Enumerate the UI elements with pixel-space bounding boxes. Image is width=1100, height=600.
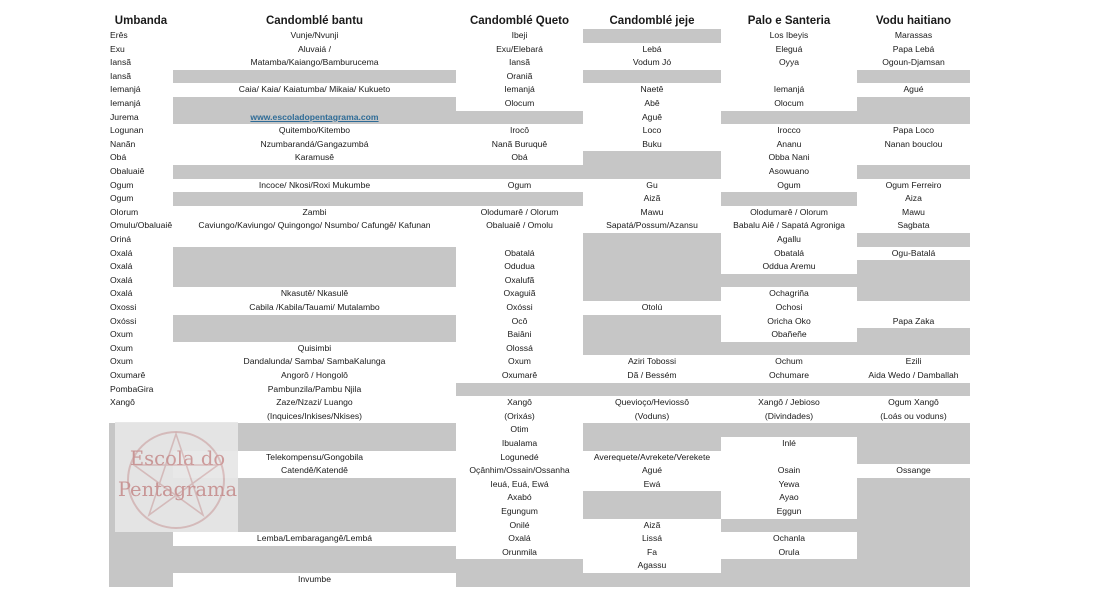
table-cell [857, 437, 970, 451]
table-cell [857, 491, 970, 505]
table-cell: Sagbata [897, 220, 930, 231]
header-vodu-haitiano: Vodu haitiano [875, 15, 952, 27]
table-cell: Lissá [641, 533, 663, 544]
table-cell: Axabó [507, 492, 532, 503]
table-row [109, 491, 970, 505]
table-cell [456, 233, 583, 247]
table-cell [173, 247, 456, 261]
table-cell [721, 192, 857, 206]
table-cell: Oxaguiã [503, 288, 536, 299]
table-cell: Oxumarê [110, 370, 146, 380]
header-candomble-jeje: Candomblé jeje [609, 15, 695, 27]
table-cell: Oçânhim/Ossain/Ossanha [469, 465, 570, 476]
table-cell: Ochanla [772, 533, 805, 544]
table-cell [173, 111, 456, 125]
table-cell: Egungum [501, 506, 538, 516]
table-row [109, 315, 970, 329]
table-cell: Mawu [902, 206, 925, 217]
table-cell: Erês [110, 30, 128, 40]
table-row [109, 287, 970, 301]
table-cell: Ibualama [501, 438, 538, 448]
table-cell [109, 559, 173, 573]
table-cell: Caia/ Kaia/ Kaiatumba/ Mikaia/ Kukueto [238, 84, 391, 95]
table-cell [857, 233, 970, 247]
table-cell: Lemba/Lembaragangê/Lembá [256, 533, 373, 544]
table-cell: Oriná [110, 234, 132, 244]
table-cell [456, 383, 583, 397]
table-row [109, 505, 970, 519]
table-cell: Oxóssi [110, 315, 137, 326]
table-cell: Oxalá [110, 247, 133, 258]
table-cell: Ochumare [768, 370, 810, 380]
table-row [109, 478, 970, 492]
table-cell [583, 573, 721, 587]
table-cell [583, 29, 721, 43]
table-cell [721, 383, 857, 397]
table-cell: Incoce/ Nkosi/Roxi Mukumbe [258, 179, 371, 190]
table-cell: Otim [510, 424, 529, 435]
table-cell [721, 274, 857, 288]
table-cell [721, 342, 857, 356]
table-cell: Ossange [896, 465, 931, 476]
table-cell: Ocô [511, 315, 528, 326]
table-cell [173, 233, 456, 247]
table-cell: Oxum [110, 329, 133, 340]
table-cell: Jurema [110, 111, 139, 122]
table-cell [456, 165, 583, 179]
table-cell: Olossá [506, 342, 533, 353]
logo-text-line2: Pentagrama [117, 478, 238, 501]
table-cell: Agassu [637, 560, 667, 571]
table-cell [721, 451, 857, 465]
table-cell: Telekompensu/Gongobila [266, 451, 363, 462]
table-cell: Oxóssi [506, 302, 533, 312]
table-cell [583, 165, 721, 179]
table-cell: Aiza [905, 193, 922, 204]
table-cell: Olodumarê / Olorum [750, 206, 828, 217]
table-cell [173, 165, 456, 179]
table-cell: Angorô / Hongolô [281, 370, 348, 380]
table-cell: Ananu [776, 138, 802, 149]
table-row [109, 138, 970, 152]
table-cell: Otolú [641, 302, 663, 312]
table-cell: Gu [646, 179, 658, 190]
table-cell: Oxossi [110, 302, 137, 312]
table-cell: Naetê [640, 84, 664, 95]
table-cell: Quisimbi [297, 342, 332, 353]
table-cell [583, 423, 721, 437]
table-row [109, 165, 970, 179]
table-cell [173, 328, 456, 342]
table-row [109, 451, 970, 465]
table-row [109, 83, 970, 97]
table-cell [109, 532, 173, 546]
table-cell: Baiâni [507, 329, 532, 340]
table-cell: Ochum [775, 356, 803, 367]
table-cell: Ewá [643, 478, 661, 489]
table-cell: Obaluaiê / Omolu [486, 220, 553, 231]
table-cell [857, 519, 970, 533]
table-cell: Dandalunda/ Samba/ SambaKalunga [243, 356, 386, 367]
table-cell: Iemanjá [110, 98, 141, 108]
table-cell: Olodumarê / Olorum [480, 206, 559, 217]
table-row [109, 532, 970, 546]
table-row [109, 559, 970, 573]
table-cell [721, 573, 857, 587]
table-cell: Agallu [777, 234, 801, 244]
table-cell [173, 274, 456, 288]
table-row [109, 192, 970, 206]
table-row [109, 328, 970, 342]
table-cell: Obá [511, 152, 528, 163]
table-row [109, 342, 970, 356]
table-cell [583, 328, 721, 342]
table-cell: Ochosi [775, 302, 803, 312]
table-cell: Irocco [777, 125, 801, 136]
table-row [109, 464, 970, 478]
table-cell [173, 70, 456, 84]
table-cell: Quitembo/Kitembo [278, 125, 351, 136]
table-cell: Obba Nani [768, 152, 810, 163]
table-cell: Nzumbarandá/Gangazumbá [260, 138, 369, 149]
table-cell: Exu/Elebará [496, 43, 543, 54]
table-cell: Yewa [778, 478, 800, 489]
table-cell [857, 532, 970, 546]
table-cell [583, 342, 721, 356]
table-cell: Obatalá [504, 247, 535, 258]
table-cell [456, 192, 583, 206]
table-cell [583, 505, 721, 519]
table-cell: Papa Lebá [892, 43, 935, 54]
table-row [109, 56, 970, 70]
table-cell [173, 546, 456, 560]
table-row [109, 396, 970, 410]
table-cell: (Divindades) [764, 410, 814, 421]
table-cell: Lebá [642, 43, 662, 54]
table-cell: Oxalá [110, 274, 133, 285]
table-cell [109, 546, 173, 560]
table-cell [173, 260, 456, 274]
table-cell: (Orixás) [504, 410, 535, 421]
table-cell [857, 97, 970, 111]
table-cell: Ogum [777, 179, 801, 190]
header-umbanda: Umbanda [114, 15, 168, 27]
table-cell: Oxalá [508, 533, 531, 544]
table-cell: Averequete/Avrekete/Verekete [593, 451, 711, 462]
website-link[interactable]: www.escoladopentagrama.com [250, 111, 379, 122]
table-cell: Karamusê [294, 152, 335, 163]
table-cell: Ogoun-Djamsan [882, 57, 945, 68]
table-cell: Eggun [776, 506, 802, 516]
table-cell: Xangô [507, 397, 532, 408]
table-row [109, 546, 970, 560]
table-cell: Nanan bouclou [884, 138, 943, 149]
table-row [109, 410, 970, 424]
table-cell: Aluvaiá / [298, 43, 331, 54]
table-row [109, 369, 970, 383]
table-cell: Zaze/Nzazi/ Luango [276, 397, 353, 408]
table-cell: Obañeñe [771, 329, 807, 340]
table-cell: Onilé [509, 519, 530, 530]
table-cell: Mawu [640, 206, 664, 217]
table-cell: Nkasutê/ Nkasulê [280, 288, 349, 299]
table-cell [721, 423, 857, 437]
table-cell [583, 260, 721, 274]
table-row [109, 206, 970, 220]
table-cell: Oxum [508, 356, 531, 367]
table-cell: Ochagriña [769, 288, 809, 299]
table-cell [583, 70, 721, 84]
table-cell: Fa [646, 546, 658, 557]
table-cell: Ogum Ferreiro [885, 179, 942, 190]
table-row [109, 70, 970, 84]
table-cell: Nanãn [110, 138, 136, 149]
table-cell: Nanã Buruquê [491, 138, 548, 149]
table-cell [857, 383, 970, 397]
table-cell [583, 247, 721, 261]
table-row [109, 247, 970, 261]
table-cell: Aizã [643, 193, 661, 204]
table-cell: (Inquices/Inkises/Nkises) [266, 410, 363, 421]
table-cell: PombaGira [110, 383, 154, 394]
table-cell [857, 328, 970, 342]
table-cell [857, 423, 970, 437]
table-cell: (Voduns) [634, 410, 670, 421]
table-cell: Inlé [782, 438, 796, 448]
table-cell: Obaluaiê [110, 166, 145, 176]
table-cell: Ayao [779, 492, 799, 503]
table-row [109, 274, 970, 288]
table-row [109, 423, 970, 437]
table-cell [583, 383, 721, 397]
table-row [109, 179, 970, 193]
table-cell [857, 451, 970, 465]
table-cell: Logunedé [500, 451, 539, 462]
table-cell [857, 287, 970, 301]
table-cell: Ibeji [511, 30, 528, 40]
table-cell [583, 233, 721, 247]
table-cell: Vunje/Nvunji [290, 30, 339, 40]
table-cell: Buku [642, 138, 662, 149]
table-cell [583, 491, 721, 505]
table-cell: Aida Wedo / Damballah [868, 370, 959, 380]
table-row [109, 519, 970, 533]
table-cell [857, 70, 970, 84]
table-cell: Ezili [905, 356, 922, 367]
table-cell: Vodum Jó [632, 57, 672, 68]
table-cell: (Loás ou voduns) [880, 410, 947, 421]
table-cell: Logunan [110, 125, 144, 136]
table-cell [857, 342, 970, 356]
table-row [109, 43, 970, 57]
table-cell: Oxum [110, 356, 133, 367]
table-cell: Cabila /Kabila/Tauami/ Mutalambo [249, 302, 380, 312]
table-row [109, 151, 970, 165]
table-cell [721, 70, 857, 84]
table-cell: Aizã [643, 519, 661, 530]
table-cell: Oraniã [506, 70, 533, 81]
table-cell: Iemanjá [504, 84, 535, 95]
table-cell [857, 151, 970, 165]
table-cell: Abê [644, 98, 660, 108]
table-row [109, 97, 970, 111]
table-cell: Matamba/Kaiango/Bamburucema [250, 57, 379, 68]
table-cell [857, 478, 970, 492]
table-cell: Pambunzila/Pambu Njila [267, 383, 362, 394]
table-cell [721, 559, 857, 573]
table-cell: Oddua Aremu [762, 261, 816, 272]
table-cell: Ogum Xangô [888, 397, 939, 408]
table-cell: Obatalá [773, 247, 805, 258]
table-cell [173, 192, 456, 206]
table-row [109, 124, 970, 138]
table-row [109, 573, 970, 587]
table-cell: Sapatá/Possum/Azansu [606, 220, 698, 231]
table-cell: Iemanjá [773, 84, 805, 95]
table-cell [583, 151, 721, 165]
table-cell [583, 287, 721, 301]
table-cell [109, 573, 173, 587]
table-cell [857, 573, 970, 587]
header-palo-santeria: Palo e Santeria [747, 15, 831, 27]
table-cell: Oyya [778, 57, 800, 68]
table-cell [857, 546, 970, 560]
header-candomble-queto: Candomblé Queto [469, 15, 570, 27]
table-cell [857, 274, 970, 288]
table-cell [857, 260, 970, 274]
table-cell: Olocum [774, 98, 804, 108]
table-cell [721, 519, 857, 533]
table-cell: Xangô [110, 397, 135, 408]
table-cell: Omulu/Obaluaiê [110, 220, 173, 231]
table-row [109, 437, 970, 451]
table-cell [857, 559, 970, 573]
table-row [109, 233, 970, 247]
table-cell: Iansã [110, 70, 132, 81]
table-row [109, 260, 970, 274]
table-cell [173, 315, 456, 329]
table-cell: Zambi [302, 206, 327, 217]
table-cell [857, 505, 970, 519]
table-cell: Olorum [110, 206, 139, 217]
table-cell: Oxum [110, 342, 133, 353]
table-cell [456, 573, 583, 587]
table-cell: Oxalufã [504, 274, 535, 285]
table-row [109, 111, 970, 125]
table-cell: Orula [778, 546, 800, 557]
table-cell [583, 315, 721, 329]
table-cell: Los Ibeyis [769, 30, 809, 40]
table-cell: Papa Loco [892, 125, 935, 136]
table-cell: Oxalá [110, 261, 133, 272]
table-cell: Irocô [509, 125, 530, 136]
table-cell: Agué [903, 84, 924, 95]
table-cell: Agué [641, 465, 663, 476]
table-cell: Orunmila [502, 546, 537, 557]
table-cell: Osain [777, 465, 801, 476]
table-cell: Iansã [508, 57, 531, 68]
table-cell: Oricha Oko [767, 315, 811, 326]
logo-text-line1: Escola do [129, 447, 226, 470]
table-cell: Aguê [641, 111, 663, 122]
table-cell [857, 301, 970, 315]
table-cell: Iemanjá [110, 84, 141, 95]
table-cell: Olocum [504, 98, 535, 108]
table-cell: Asowuano [768, 166, 810, 176]
table-cell: Ogum [507, 179, 532, 190]
table-cell [583, 437, 721, 451]
pentagram-icon [115, 422, 238, 532]
table-row [109, 383, 970, 397]
table-cell [456, 111, 583, 125]
table-cell: Xangô / Jebioso [758, 397, 820, 408]
table-cell: Odudua [504, 261, 535, 272]
table-cell: Caviungo/Kaviungo/ Quingongo/ Nsumbo/ Cafungê/ Kafunan [198, 220, 431, 231]
table-cell: Obá [110, 152, 127, 163]
escola-do-pentagrama-logo [115, 422, 238, 532]
table-cell: Eleguá [775, 43, 803, 54]
table-row [109, 29, 970, 43]
table-cell: Exu [110, 43, 125, 54]
table-cell: Ogum [110, 179, 134, 190]
table-cell: Invumbe [298, 574, 331, 584]
table-cell [173, 559, 456, 573]
header-candomble-bantu: Candomblé bantu [265, 15, 364, 27]
table-cell: Dã / Bessém [627, 370, 677, 380]
table-row [109, 301, 970, 315]
table-cell [456, 559, 583, 573]
table-cell: Ogu-Batalá [891, 247, 936, 258]
table-cell: Ogum [110, 193, 134, 204]
table-cell: Ieuá, Euá, Ewá [490, 478, 549, 489]
table-cell: Papa Zaka [892, 315, 935, 326]
table-cell: Iansã [110, 57, 132, 68]
table-cell [583, 274, 721, 288]
table-cell: Oxalá [110, 288, 133, 299]
table-cell [721, 111, 857, 125]
table-cell [173, 97, 456, 111]
table-row [109, 219, 970, 233]
table-cell: Catendê/Katendê [281, 465, 348, 476]
table-cell: Quevioço/Heviossô [614, 397, 690, 408]
table-cell: Oxumarê [501, 370, 538, 380]
table-cell: Loco [642, 125, 662, 136]
table-row [109, 355, 970, 369]
table-cell [857, 165, 970, 179]
table-cell [857, 111, 970, 125]
table-cell: Marassas [894, 30, 933, 40]
table-cell: Babalu Aiê / Sapatá Agroniga [733, 220, 845, 231]
table-cell: Aziri Tobossi [627, 356, 677, 367]
